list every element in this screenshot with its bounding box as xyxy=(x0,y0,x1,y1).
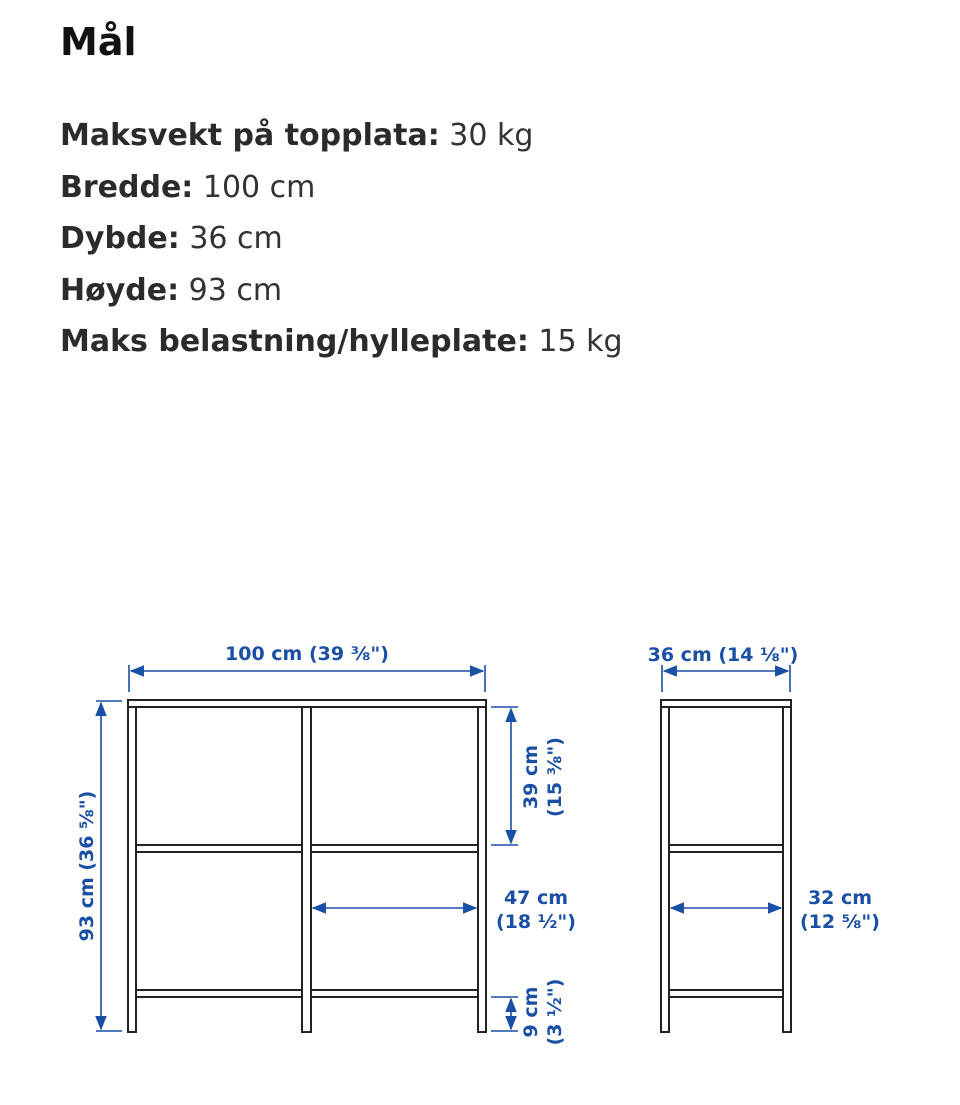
spec-label: Maksvekt på topplata: xyxy=(60,118,440,153)
front-right-leg xyxy=(478,707,486,1032)
front-shelf-left-bottom xyxy=(136,990,302,997)
top-compartment-label-in: (15 ⅜") xyxy=(544,737,566,817)
spec-value: 30 kg xyxy=(449,118,534,153)
height-label: 93 cm (36 ⅝") xyxy=(76,790,98,942)
bottom-clearance-label-in: (3 ½") xyxy=(544,978,566,1046)
depth-dimension xyxy=(648,644,799,692)
depth-label: 36 cm (14 ⅛") xyxy=(647,644,799,666)
inner-depth-label-in: (12 ⅝") xyxy=(800,911,880,933)
side-top-board xyxy=(661,700,791,707)
front-middle-leg xyxy=(302,707,311,1032)
spec-label: Bredde: xyxy=(60,169,194,205)
inner-width-label-cm: 47 cm xyxy=(503,887,569,909)
spec-value: 93 cm xyxy=(188,272,283,308)
front-left-leg xyxy=(128,707,136,1032)
inner-depth-label-cm: 32 cm xyxy=(807,887,873,909)
side-front-leg xyxy=(661,707,669,1032)
spec-value: 15 kg xyxy=(538,324,623,359)
front-top-board xyxy=(128,700,486,707)
front-shelf-right-bottom xyxy=(311,990,478,997)
front-view-shelf xyxy=(128,700,486,1032)
inner-width-label-in: (18 ½") xyxy=(496,911,576,933)
width-dimension xyxy=(129,643,485,692)
bottom-clearance-label-cm: 9 cm xyxy=(520,986,542,1038)
spec-value: 100 cm xyxy=(202,169,316,205)
inner-depth-dimension xyxy=(671,887,880,933)
top-compartment-dimension xyxy=(491,707,566,845)
spec-label: Høyde: xyxy=(60,272,180,308)
side-back-leg xyxy=(783,707,791,1032)
bottom-clearance-dimension xyxy=(491,979,566,1046)
front-shelf-right-middle xyxy=(311,845,478,852)
page-title: Mål xyxy=(60,20,137,64)
top-compartment-label-cm: 39 cm xyxy=(520,744,542,810)
side-view-shelf xyxy=(661,700,791,1032)
spec-value: 36 cm xyxy=(189,221,283,256)
height-dimension xyxy=(76,701,122,1031)
inner-width-dimension xyxy=(313,887,576,933)
front-shelf-left-middle xyxy=(136,845,302,852)
width-label: 100 cm (39 ⅜") xyxy=(225,643,389,665)
side-shelf-middle xyxy=(669,845,783,852)
side-shelf-bottom xyxy=(669,990,783,997)
spec-label: Dybde: xyxy=(60,221,180,256)
spec-label: Maks belastning/hylleplate: xyxy=(60,324,529,359)
